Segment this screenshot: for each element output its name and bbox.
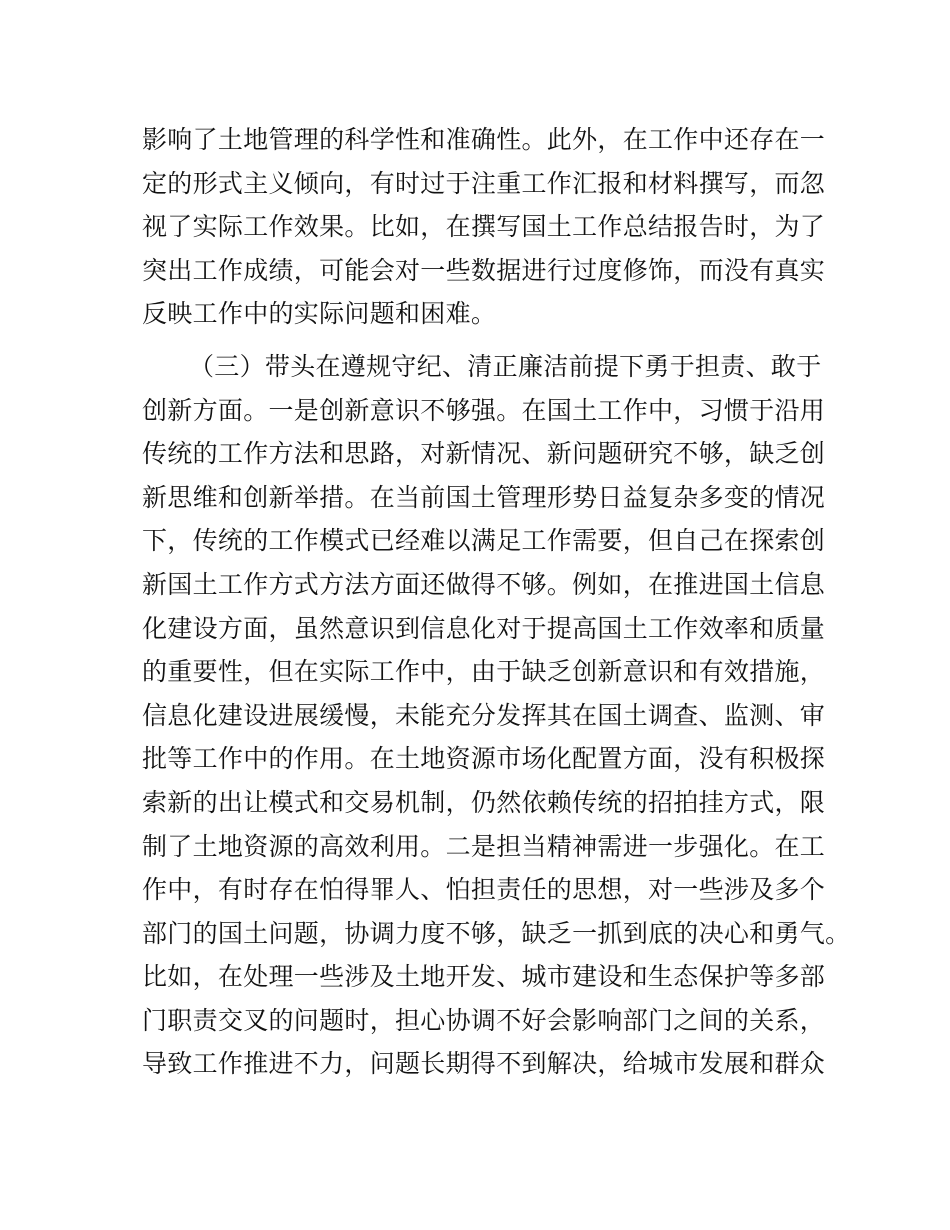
text-line: 传统的工作方法和思路，对新情况、新问题研究不够，缺乏创: [142, 439, 826, 469]
text-line: 信息化建设进展缓慢，未能充分发挥其在国土调查、监测、审: [142, 700, 826, 730]
paragraph-spacer: [142, 336, 832, 345]
document-body: [142, 118, 851, 1086]
text-line: 突出工作成绩，可能会对一些数据进行过度修饰，而没有真实: [142, 255, 826, 285]
text-line: 部门的国土问题，协调力度不够，缺乏一抓到底的决心和勇气。: [142, 918, 851, 948]
text-line: 反映工作中的实际问题和困难。: [142, 299, 497, 329]
text-line: 索新的出让模式和交易机制，仍然依赖传统的招拍挂方式，限: [142, 787, 826, 817]
text-line: 导致工作推进不力，问题长期得不到解决，给城市发展和群众: [142, 1049, 826, 1079]
text-line: 新思维和创新举措。在当前国土管理形势日益复杂多变的情况: [142, 482, 826, 512]
text-line: 化建设方面，虽然意识到信息化对于提高国土工作效率和质量: [142, 613, 826, 643]
text-line: 下，传统的工作模式已经难以满足工作需要，但自己在探索创: [142, 526, 826, 556]
text-line: 比如，在处理一些涉及土地开发、城市建设和生态保护等多部: [142, 962, 826, 992]
paragraph-1: [142, 118, 832, 336]
text-line: 制了土地资源的高效利用。二是担当精神需进一步强化。在工: [142, 831, 826, 861]
text-line: 创新方面。一是创新意识不够强。在国土工作中，习惯于沿用: [142, 395, 826, 425]
text-line-indented: （三）带头在遵规守纪、清正廉洁前提下勇于担责、敢于: [189, 351, 822, 381]
paragraph-2: [142, 345, 851, 1086]
text-line: 新国土工作方式方法方面还做得不够。例如，在推进国土信息: [142, 569, 826, 599]
text-line: 影响了土地管理的科学性和准确性。此外，在工作中还存在一: [142, 125, 826, 154]
text-line: 批等工作中的作用。在土地资源市场化配置方面，没有积极探: [142, 744, 826, 774]
text-line: 的重要性，但在实际工作中，由于缺乏创新意识和有效措施，: [142, 657, 826, 687]
text-line: 定的形式主义倾向，有时过于注重工作汇报和材料撰写，而忽: [142, 168, 826, 198]
text-line: 视了实际工作效果。比如，在撰写国土工作总结报告时，为了: [142, 212, 826, 242]
text-line: 作中，有时存在怕得罪人、怕担责任的思想，对一些涉及多个: [142, 875, 826, 905]
text-line: 门职责交叉的问题时，担心协调不好会影响部门之间的关系，: [142, 1005, 826, 1035]
